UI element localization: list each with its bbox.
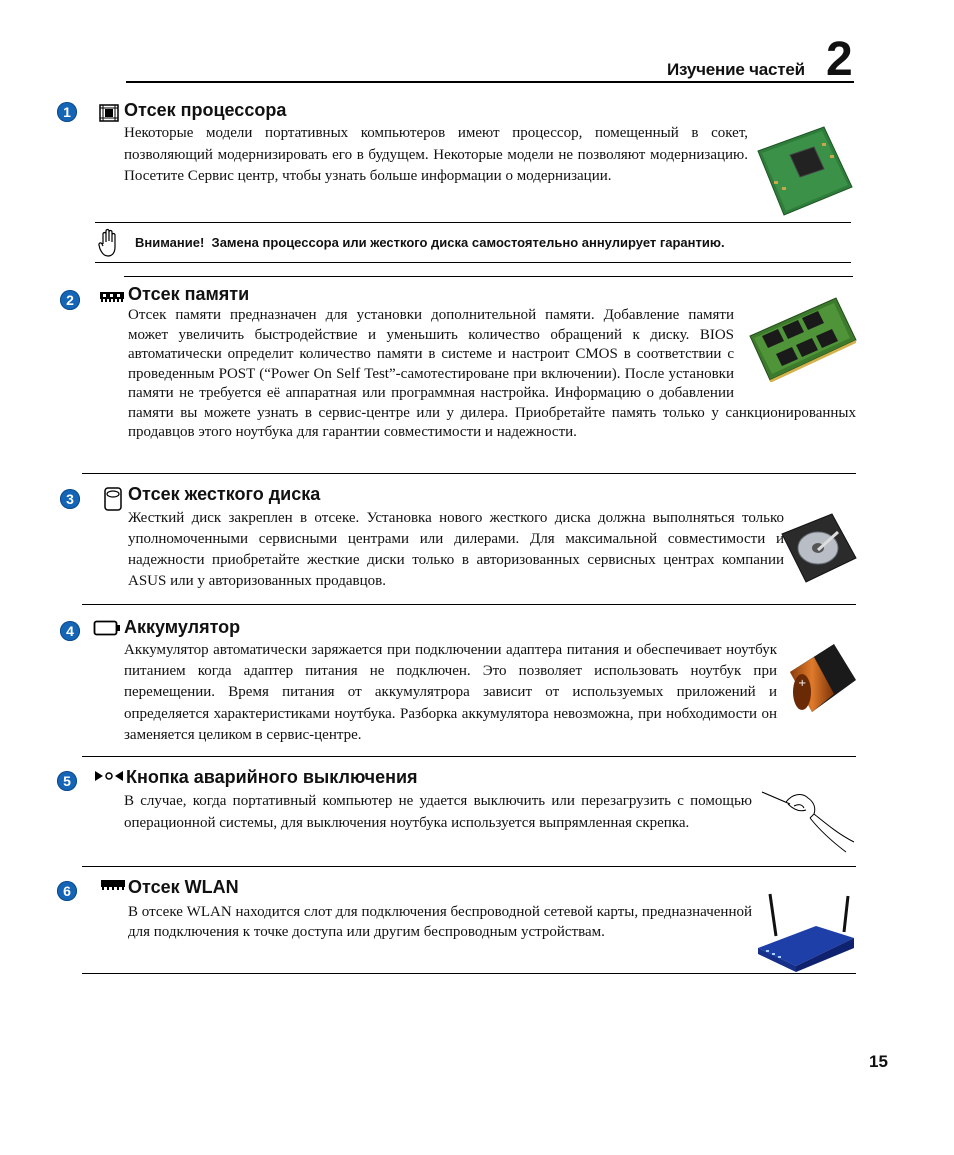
hard-disk-icon [104,487,122,516]
section-2-badge: 2 [60,290,80,310]
memory-icon [100,290,124,308]
section-4-badge: 4 [60,621,80,641]
hand-icon [98,228,120,263]
header-rule [126,81,854,83]
wlan-icon [101,878,125,896]
page-number: 15 [869,1052,888,1071]
section-4-title: Аккумулятор [124,617,241,637]
section-2-top-rule [124,276,853,277]
warning-bottom-rule [95,262,851,263]
chapter-number: 2 [826,33,853,86]
warning-label: Внимание! [135,235,205,250]
section-6-bottom-rule [82,973,856,974]
battery-photo [786,640,858,727]
warning-top-rule [95,222,851,223]
section-4-text: Аккумулятор автоматически заряжается при подключении адаптера питания и обеспечивает ноутбук питанием когда адаптер питания не подключен. Это позволяет использовать ноутбук при перемещении. Время питания от аккумулятрора зависит от используемых приложений и определяется характеристиками ноутбука. Разборка аккумулятора невозможна, при нобходимости он заменяется целиком в сервис-центре. [124,642,777,743]
cpu-chip-photo [752,125,856,222]
section-3-top-rule [82,473,856,474]
section-1-title: Отсек процессора [124,100,287,120]
warning-message: Замена процессора или жесткого диска самостоятельно аннулирует гарантию. [211,235,725,250]
section-2-title: Отсек памяти [128,284,250,304]
section-5-badge: 5 [57,771,77,791]
warning-text [135,235,725,250]
section-5-top-rule [82,756,856,757]
paperclip-hand-drawing [760,782,856,863]
wireless-router-photo [756,892,856,977]
section-2-text: Отсек памяти предназначен для установки дополнительной памяти. Добавление памяти может увеличить быстродействие и уменьшить количество обращений к диску. BIOS автоматически определит количество памяти в системе и настроит CMOS в соответствии с проведенным POST (“Power On Self Test”-самотестироване при включении). После установки памяти не требуется её аппаратная или программная настройка. Информацию о добавлении памяти вы можете узнать в сервис-центре или у дилера. Приобретайте память только у санкционированных продавцов этого ноутбука для гарантии совместимости и надежности. [128,307,856,440]
section-6-text: В отсеке WLAN находится слот для подключения беспроводной сетевой карты, предназначенной для подключения к точке доступа или другим беспроводным устройствам. [128,904,752,940]
section-1-badge: 1 [57,102,77,122]
section-5-title: Кнопка аварийного выключения [126,767,418,787]
section-6-title: Отсек WLAN [128,877,239,897]
processor-icon [99,104,119,127]
section-1-text: Некоторые модели портативных компьютеров имеют процессор, помещенный в сокет, позволяющий модернизировать его в будущем. Некоторые модели не позволяют модернизацию. Посетите Сервис центр, чтобы узнать больше информации о модернизации. [124,125,748,184]
emergency-shutdown-icon [94,769,124,788]
section-4-top-rule [82,604,856,605]
chapter-title: Изучение частей [667,60,805,79]
section-6-top-rule [82,866,856,867]
svg-text:+: + [798,678,807,689]
section-3-badge: 3 [60,489,80,509]
section-5-text: В случае, когда портативный компьютер не удается выключить или перезагрузить с помощью операционной системы, для выключения ноутбука используется выпрямленная скрепка. [124,793,752,831]
battery-icon [93,619,121,642]
hard-disk-photo [780,512,858,589]
section-6-badge: 6 [57,881,77,901]
section-3-text: Жесткий диск закреплен в отсеке. Установка нового жесткого диска должна выполняться только уполномоченными сервисными центрами или дилерами. Для максимальной совместимости и надежности приобретайте жесткие диски только в авторизованных сервисных центрах компании ASUS или у авторизованных продавцов. [128,510,784,589]
section-3-title: Отсек жесткого диска [128,484,321,504]
